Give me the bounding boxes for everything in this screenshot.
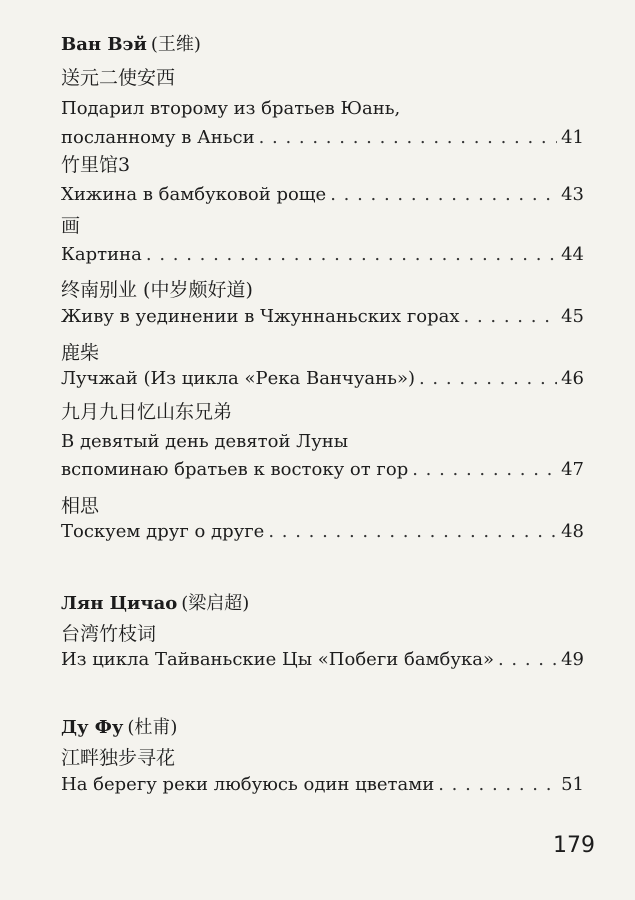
leader-dots: [330, 183, 557, 207]
toc-entry: [61, 243, 584, 267]
toc-entry: [61, 458, 584, 482]
poem-title-russian: На берегу реки любуюсь один цветами: [61, 774, 435, 795]
toc-entry: [61, 520, 584, 544]
leader-dots: [419, 367, 557, 391]
poem-title-chinese: 鹿柴: [61, 342, 100, 364]
leader-dots: [268, 520, 557, 544]
leader-dots: [498, 648, 557, 672]
page-ref: 48: [561, 521, 584, 542]
toc-entry: [61, 126, 584, 150]
author-heading: [61, 716, 584, 740]
leader-dots: [464, 305, 558, 329]
leader-dots: [259, 126, 558, 150]
poem-title-russian: вспоминаю братьев к востоку от гор: [61, 459, 409, 480]
poem-title-russian: Тоскуем друг о друге: [61, 521, 265, 542]
page-ref: 41: [561, 127, 584, 148]
poem-title-russian: Хижина в бамбуковой роще: [61, 184, 327, 205]
poem-title-chinese: 竹里馆3: [61, 154, 131, 176]
poem-title-russian: Лучжай (Из цикла «Река Ванчуань»): [61, 368, 415, 389]
page-ref: 46: [561, 368, 584, 389]
poem-title-chinese: 送元二使安西: [61, 67, 176, 89]
page-ref: 45: [561, 306, 584, 327]
page-ref: 44: [561, 244, 584, 265]
author-name: Ван Вэй: [61, 34, 147, 55]
page-ref: 49: [561, 649, 584, 670]
author-name-chinese: (梁启超): [181, 593, 250, 614]
poem-title-chinese: 画: [61, 215, 81, 237]
toc-entry: [61, 648, 584, 672]
page-number: 179: [553, 833, 595, 858]
poem-title-chinese: 九月九日忆山东兄弟: [61, 401, 233, 423]
poem-title-russian: В девятый день девятой Луны: [61, 431, 349, 452]
leader-dots: [412, 458, 557, 482]
toc-entry: [61, 773, 584, 797]
author-name: Ду Фу: [61, 717, 124, 738]
author-name-chinese: (王维): [150, 34, 201, 55]
poem-title-russian: Подарил второму из братьев Юань,: [61, 98, 401, 119]
poem-title-chinese: 相思: [61, 495, 100, 517]
poem-title-russian: Картина: [61, 244, 142, 265]
poem-title-russian: Живу в уединении в Чжуннаньских горах: [61, 306, 460, 327]
poem-title-russian: Из цикла Тайваньские Цы «Побеги бамбука»: [61, 649, 494, 670]
author-heading: [61, 592, 584, 616]
poem-title-russian: посланному в Аньси: [61, 127, 255, 148]
author-name: Лян Цичао: [61, 593, 178, 614]
poem-title-chinese: 台湾竹枝词: [61, 623, 157, 645]
page-ref: 43: [561, 184, 584, 205]
leader-dots: [146, 243, 557, 267]
author-name-chinese: (杜甫): [127, 717, 178, 738]
poem-title-chinese: 江畔独步寻花: [61, 747, 176, 769]
toc-entry: [61, 367, 584, 391]
page-ref: 51: [561, 774, 584, 795]
leader-dots: [438, 773, 557, 797]
toc-entry: [61, 183, 584, 207]
toc-entry: [61, 305, 584, 329]
page-ref: 47: [561, 459, 584, 480]
author-heading: [61, 33, 584, 57]
poem-title-chinese: 终南别业 (中岁颇好道): [61, 279, 253, 301]
